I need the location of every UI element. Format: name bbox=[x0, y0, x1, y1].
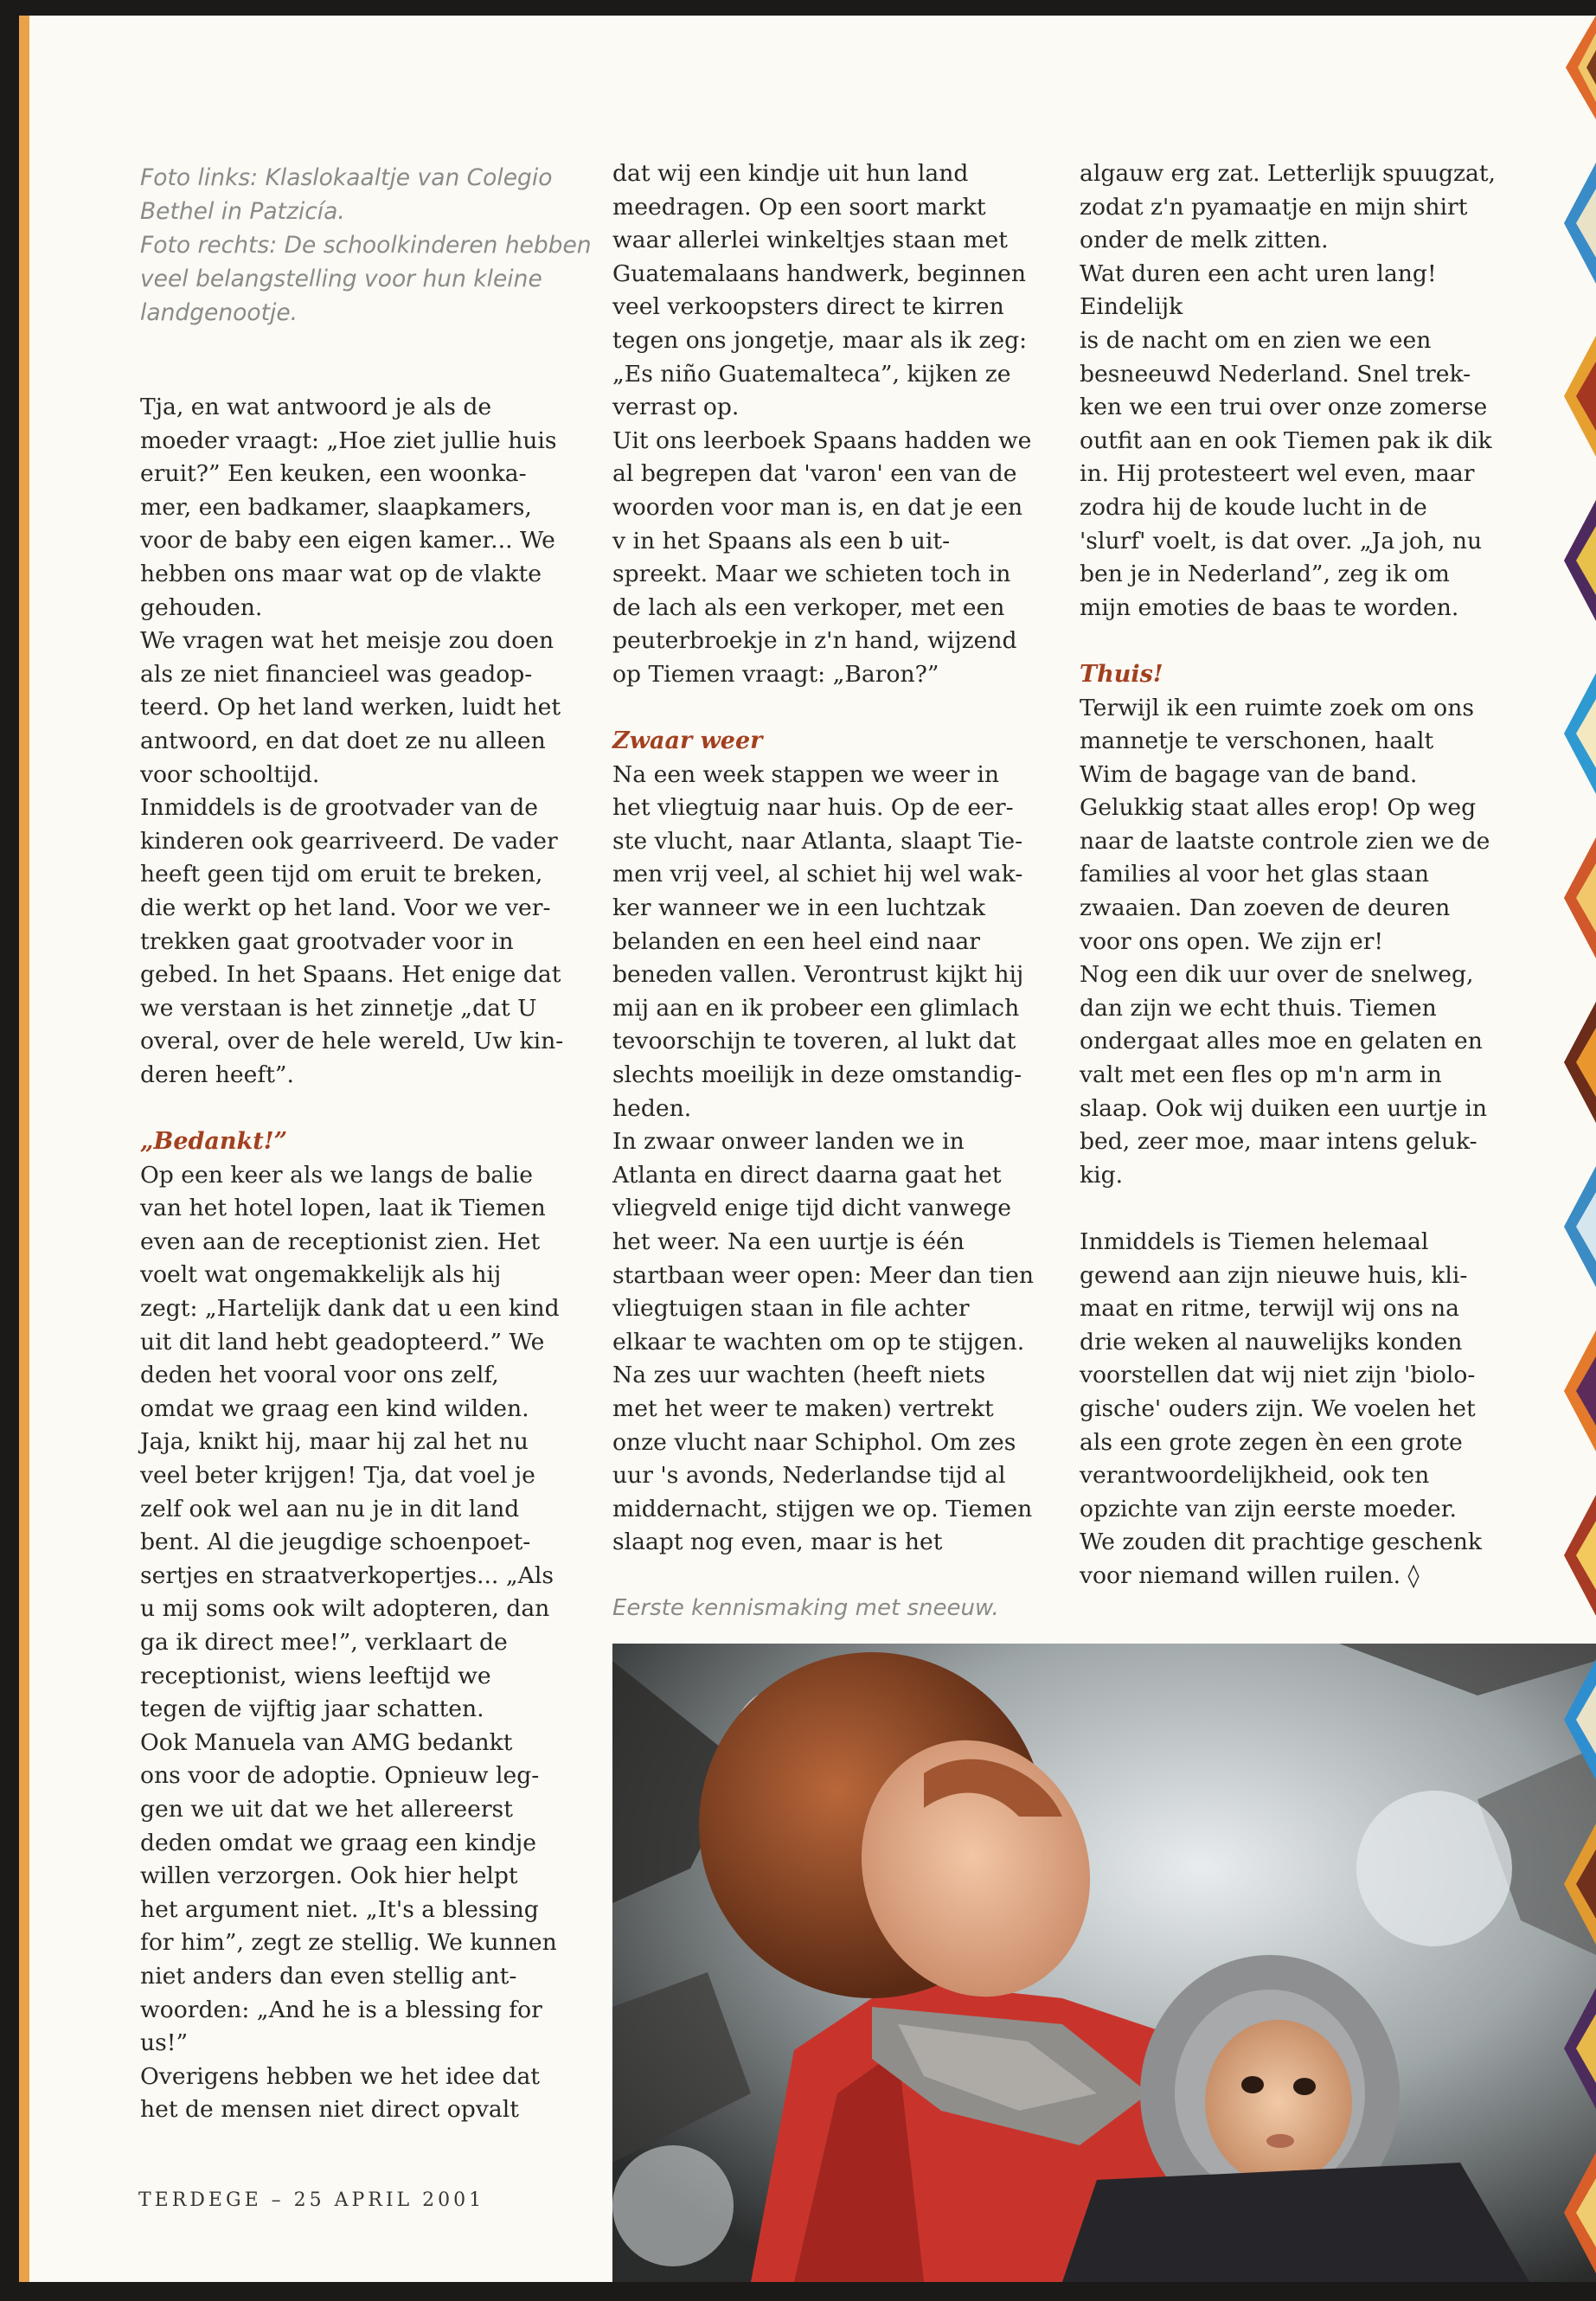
page-edge-left bbox=[19, 16, 29, 2282]
decorative-border bbox=[1548, 16, 1596, 2282]
paragraph: Uit ons leerboek Spaans hadden we al begrepen dat 'varon' een van de woorden voor man is, en dat je een v in het Spaans als een b uit- spreekt. Maar we schieten toch in de lach als een verkoper, met een peuterbroekje in z'n hand, wijzend op Tiemen vraagt: „Baron?” bbox=[612, 426, 1032, 688]
text-column-1 bbox=[140, 391, 590, 2127]
photo-caption-top: Foto links: Klaslokaaltje van Colegio Bethel in Patzicía. Foto rechts: De schoolkinderen hebben veel belangstelling voor hun kleine landgenootje. bbox=[140, 164, 592, 326]
paragraph: Inmiddels is Tiemen helemaal gewend aan zijn nieuwe huis, kli- maat en ritme, terwijl wij ons na drie weken al nauwelijks konden voorstellen dat wij niet zijn 'biolo- gische' ouders zijn. We voelen het als een grote zegen èn een grote verantwoordelijkheid, ook ten opzichte van zijn eerste moeder. We zouden dit prachtige geschenk voor niemand willen ruilen. ◊ bbox=[1080, 1228, 1482, 1589]
paragraph: Op een keer als we langs de balie van het hotel lopen, laat ik Tiemen even aan de receptionist zien. Het voelt wat ongemakkelijk als hij zegt: „Hartelijk dank dat u een kind uit dit land hebt geadopteerd.” We deden het vooral voor ons zelf, omdat we graag een kind wilden. Jaja, knikt hij, maar hij zal het nu veel beter krijgen! Tja, dat voel je zelf ook wel aan nu je in dit land bent. Al die jeugdige schoenpoet- sertjes en straatverkopertjes... „Als u mij soms ook wilt adopteren, dan ga ik direct mee!”, verklaart de receptionist, wiens leeftijd we tegen de vijftig jaar schatten. bbox=[140, 1161, 560, 1723]
section-heading-thuis: Thuis! bbox=[1080, 660, 1163, 688]
paragraph: Wat duren een acht uren lang! Eindelijk is de nacht om en zien we een besneeuwd Nederland. Snel trek- ken we een trui over onze zomerse outfit aan en ook Tiemen pak ik dik in. Hij protesteert wel even, maar zodra hij de koude lucht in de 'slurf' voelt, is dat over. „Ja joh, nu ben je in Nederland”, zeg ik om mijn emoties de baas te worden. bbox=[1080, 260, 1492, 621]
paragraph: We vragen wat het meisje zou doen als ze niet financieel was geadop- teerd. Op het land werken, luidt het antwoord, en dat doet ze nu alleen voor schooltijd. bbox=[140, 627, 561, 788]
paragraph: Overigens hebben we het idee dat het de mensen niet direct opvalt bbox=[140, 2062, 540, 2124]
paragraph: Tja, en wat antwoord je als de moeder vraagt: „Hoe ziet jullie huis eruit?” Een keuken, een woonka- mer, een badkamer, slaapkamers, voor de baby een eigen kamer... We hebben ons maar wat op de vlakte gehouden. bbox=[140, 394, 557, 621]
text-column-2 bbox=[612, 157, 1062, 1560]
paragraph: Na een week stappen we weer in het vliegtuig naar huis. Op de eer- ste vlucht, naar Atlanta, slaapt Tie- men vrij veel, al schiet hij wel wak- ker wanneer we in een luchtzak belanden en een heel eind naar beneden vallen. Verontrust kijkt hij mij aan en ik probeer een glimlach tevoorschijn te toveren, al lukt dat slechts moeilijk in deze omstandig- heden. bbox=[612, 760, 1024, 1122]
section-heading-bedankt: „Bedankt!” bbox=[140, 1128, 288, 1156]
photo-mother-baby-snow bbox=[612, 1644, 1596, 2282]
paragraph: dat wij een kindje uit hun land meedragen. Op een soort markt waar allerlei winkeltjes staan met Guatemalaans handwerk, beginnen veel verkoopsters direct te kirren tegen ons jongetje, maar als ik zeg: „Es niño Guatemalteca”, kijken ze verrast op. bbox=[612, 160, 1028, 421]
magazine-page bbox=[19, 16, 1596, 2282]
photo-caption-snow: Eerste kennismaking met sneeuw. bbox=[612, 1595, 999, 1621]
paragraph: Terwijl ik een ruimte zoek om ons mannetje te verschonen, haalt Wim de bagage van de band. Gelukkig staat alles erop! Op weg naar de laatste controle zien we de families al voor het glas staan zwaaien. Dan zoeven de deuren voor ons open. We zijn er! bbox=[1080, 694, 1490, 955]
paragraph: Nog een dik uur over de snelweg, dan zijn we echt thuis. Tiemen ondergaat alles moe en gelaten en valt met een fles op m'n arm in slaap. Ook wij duiken een uurtje in bed, zeer moe, maar intens geluk- kig. bbox=[1080, 961, 1488, 1189]
paragraph: In zwaar onweer landen we in Atlanta en direct daarna gaat het vliegveld enige tijd dicht vanwege het weer. Na een uurtje is één startbaan weer open: Meer dan tien vliegtuigen staan in file achter elkaar te wachten om op te stijgen. Na zes uur wachten (heeft niets met het weer te maken) vertrekt onze vlucht naar Schiphol. Om zes uur 's avonds, Nederlandse tijd al middernacht, stijgen we op. Tiemen slaapt nog even, maar is het bbox=[612, 1128, 1035, 1556]
paragraph: Inmiddels is de grootvader van de kinderen ook gearriveerd. De vader heeft geen tijd om eruit te breken, die werkt op het land. Voor we ver- trekken gaat grootvader voor in gebed. In het Spaans. Het enige dat we verstaan is het zinnetje „dat U overal, over de hele wereld, Uw kin- deren heeft”. bbox=[140, 794, 564, 1088]
paragraph: algauw erg zat. Letterlijk spuugzat, zodat z'n pyamaatje en mijn shirt onder de melk zitten. bbox=[1080, 160, 1496, 254]
text-column-3 bbox=[1080, 157, 1529, 1593]
header-bleed bbox=[599, 83, 1014, 144]
footer-issue: TERDEGE – 25 APRIL 2001 bbox=[138, 2189, 485, 2211]
section-heading-zwaar-weer: Zwaar weer bbox=[612, 727, 763, 755]
paragraph: Ook Manuela van AMG bedankt ons voor de adoptie. Opnieuw leg- gen we uit dat we het allereerst deden omdat we graag een kindje willen verzorgen. Ook hier helpt het argument niet. „It's a blessing for him”, zegt ze stellig. We kunnen niet anders dan even stellig ant- woorden: „And he is a blessing for us!” bbox=[140, 1728, 557, 2057]
